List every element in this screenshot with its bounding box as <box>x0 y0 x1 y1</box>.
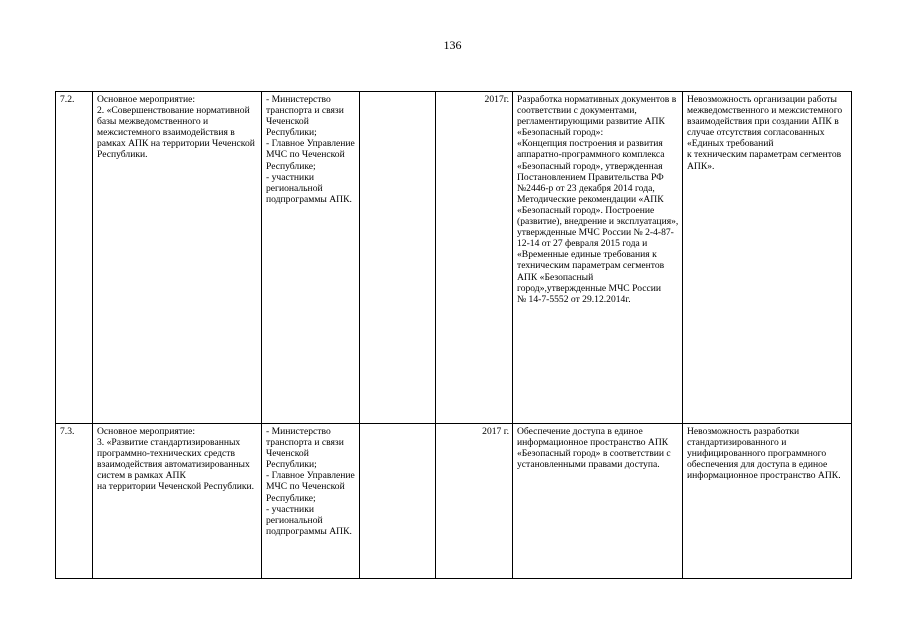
row-number: 7.3. <box>56 424 93 579</box>
result-cell: Обеспечение доступа в единое информационное пространство АПК «Безопасный город» в соответствии с установленными правами доступа. <box>513 424 683 579</box>
empty-cell <box>360 92 436 424</box>
result-cell: Разработка нормативных документов в соответствии с документами, регламентирующими развитие АПК «Безопасный город»: «Концепция построения и развития аппаратно-программного комплекса «Безопасный город», утвержденная Постановлением Правительства РФ №2446-р от 23 декабря 2014 года, Методические рекомендации «АПК «Безопасный город». Построение (развитие), внедрение и эксплуатация», утвержденные МЧС России № 2-4-87-12-14 от 27 февраля 2015 года и «Временные единые требования к техническим параметрам сегментов АПК «Безопасный город»,утвержденные МЧС России № 14-7-5552 от 29.12.2014г. <box>513 92 683 424</box>
table-row <box>56 92 852 424</box>
measures-table <box>55 91 852 579</box>
page-number: 136 <box>443 38 462 52</box>
executors-cell: - Министерство транспорта и связи Чеченской Республики; - Главное Управление МЧС по Чеченской Республике; - участники региональной подпрограммы АПК. <box>262 424 360 579</box>
empty-cell <box>360 424 436 579</box>
risk-cell: Невозможность разработки стандартизированного и унифицированного программного обеспечения для доступа в единое информационное пространство АПК. <box>683 424 852 579</box>
activity-cell: Основное мероприятие: 3. «Развитие стандартизированных программно-технических средств взаимодействия автоматизированных систем в рамках АПК на территории Чеченской Республики. <box>93 424 262 579</box>
table-row <box>56 424 852 579</box>
activity-cell: Основное мероприятие: 2. «Совершенствование нормативной базы межведомственного и межсистемного взаимодействия в рамках АПК на территории Чеченской Республики. <box>93 92 262 424</box>
row-number: 7.2. <box>56 92 93 424</box>
year-cell: 2017г. <box>436 92 513 424</box>
risk-cell: Невозможность организации работы межведомственного и межсистемного взаимодействия при создании АПК в случае отсутствия согласованных «Единых требований к техническим параметрам сегментов АПК». <box>683 92 852 424</box>
year-cell: 2017 г. <box>436 424 513 579</box>
executors-cell: - Министерство транспорта и связи Чеченской Республики; - Главное Управление МЧС по Чеченской Республике; - участники региональной подпрограммы АПК. <box>262 92 360 424</box>
